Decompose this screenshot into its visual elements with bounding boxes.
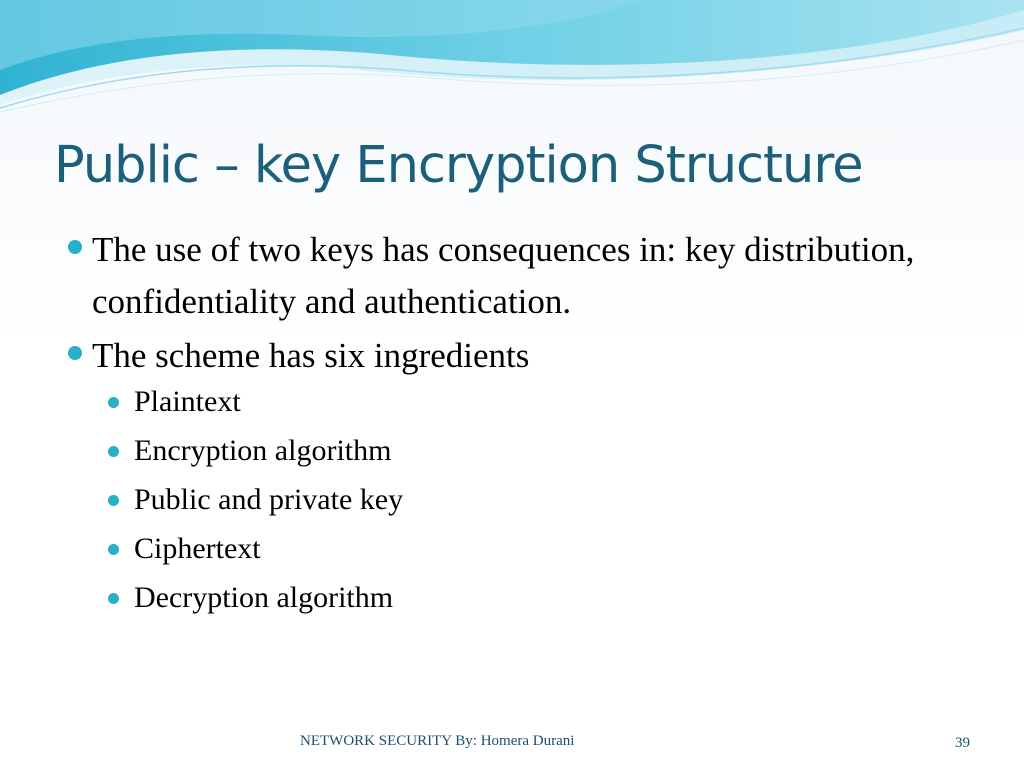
- sub-bullet-dot: [108, 593, 119, 604]
- sub-bullet-item: [92, 384, 982, 420]
- sub-bullet-text: Plaintext: [134, 385, 241, 418]
- sub-bullet-text: Encryption algorithm: [134, 434, 392, 467]
- sub-bullet-text: Public and private key: [134, 483, 404, 516]
- sub-bullet-dot: [108, 446, 119, 457]
- sub-bullet-list: [92, 384, 982, 616]
- bullet-item: [62, 330, 982, 616]
- sub-bullet-dot: [108, 397, 119, 408]
- bullet-list: [62, 224, 982, 629]
- sub-bullet-dot: [108, 544, 119, 555]
- bullet-text: The use of two keys has consequences in: key distribution, confidentiality and authentication.: [92, 230, 915, 321]
- sub-bullet-item: [92, 531, 982, 567]
- bullet-text: The scheme has six ingredients: [92, 336, 530, 375]
- sub-bullet-item: [92, 433, 982, 469]
- bullet-item: [62, 224, 982, 328]
- sub-bullet-item: [92, 580, 982, 616]
- bullet-dot: [68, 240, 82, 254]
- bullet-dot: [68, 346, 82, 360]
- sub-bullet-item: [92, 482, 982, 518]
- sub-bullet-dot: [108, 495, 119, 506]
- slide-footer: NETWORK SECURITY By: Homera Durani: [300, 733, 575, 749]
- sub-bullet-text: Decryption algorithm: [134, 581, 394, 614]
- sub-bullet-text: Ciphertext: [134, 532, 261, 565]
- header-wave-decoration: [0, 0, 1024, 130]
- page-number: 39: [955, 735, 970, 751]
- slide-title: Public – key Encryption Structure: [54, 136, 863, 195]
